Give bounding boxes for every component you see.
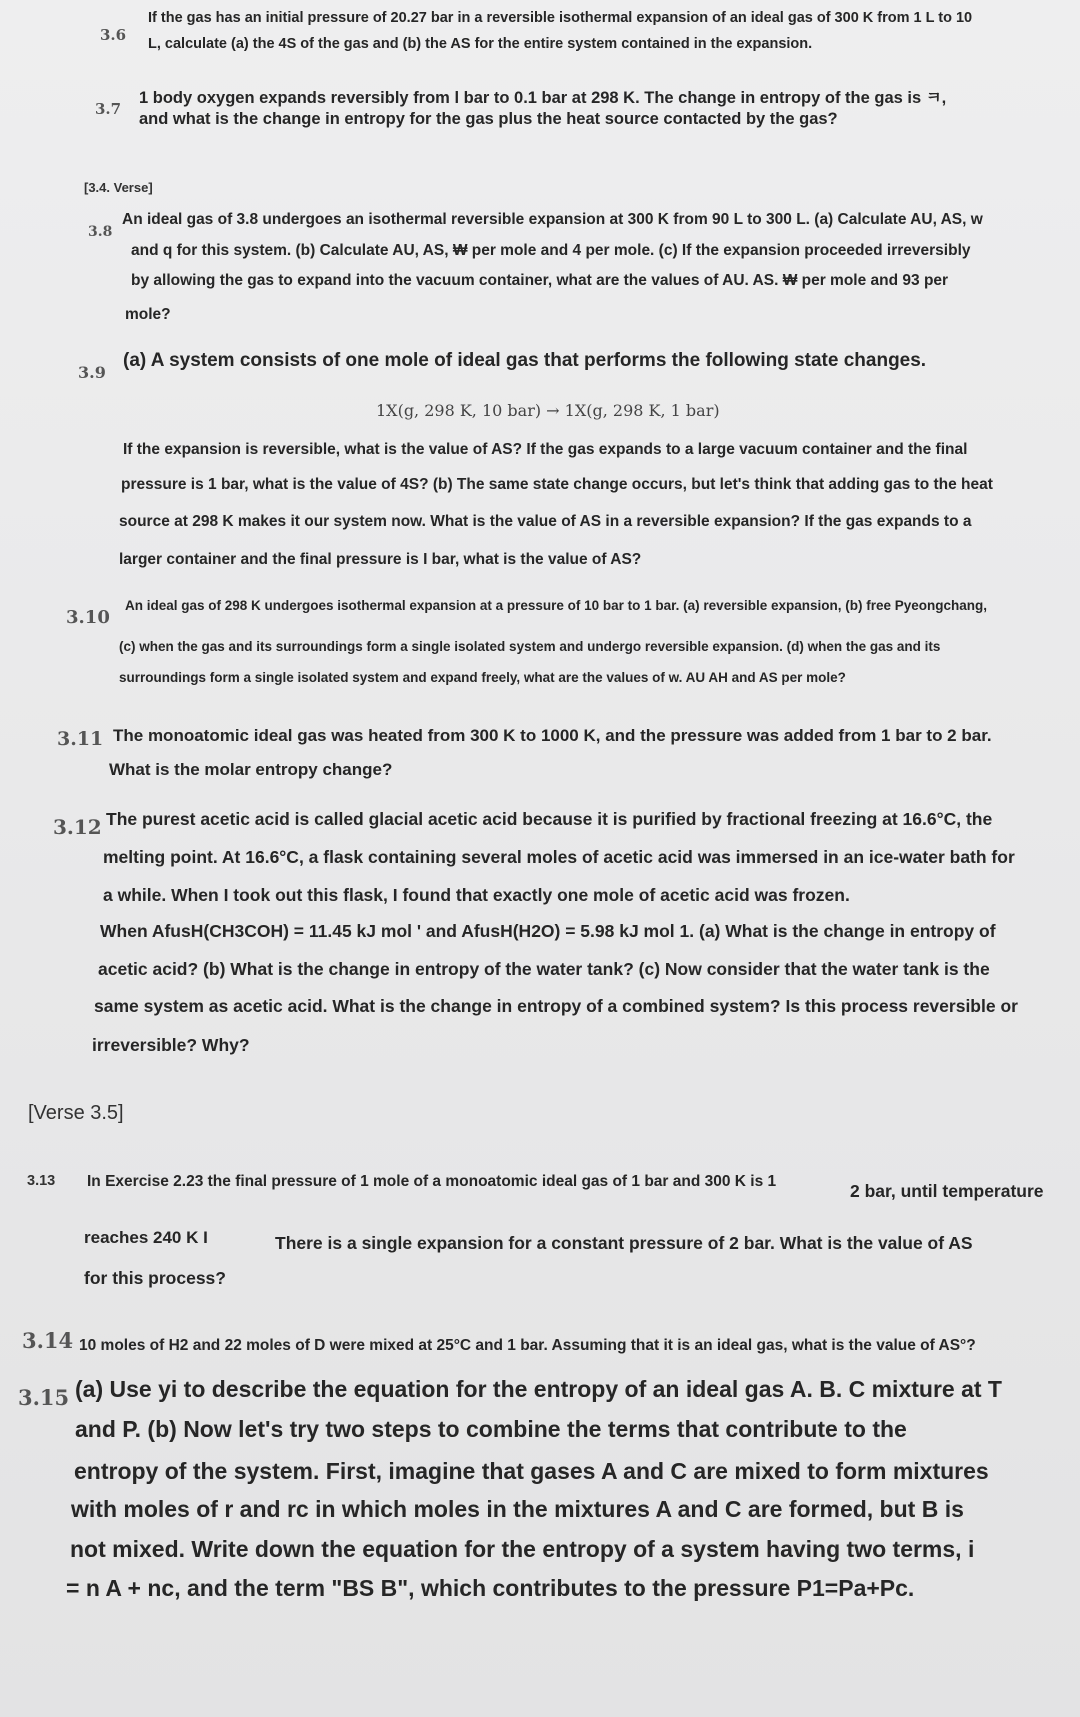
problem-text-line: An ideal gas of 3.8 undergoes an isothermal reversible expansion at 300 K from 90 L to 300 L. (a) Calculate AU, AS, w bbox=[122, 211, 983, 228]
problem-number: 3.11 bbox=[57, 728, 104, 750]
problem-text-line: and q for this system. (b) Calculate AU, AS, ₩ per mole and 4 per mole. (c) If the expansion proceeded irreversibly bbox=[131, 242, 971, 259]
problem-text-line: = n A + nc, and the term "BS B", which contributes to the pressure P1=Pa+Pc. bbox=[66, 1575, 915, 1601]
problem-text-line: What is the molar entropy change? bbox=[109, 760, 393, 779]
problem-text-line: by allowing the gas to expand into the vacuum container, what are the values of AU. AS. ₩ per mole and 93 per bbox=[131, 272, 949, 289]
problem-text-line: a while. When I took out this flask, I found that exactly one mole of acetic acid was frozen. bbox=[103, 885, 850, 905]
problem-text-line: (a) A system consists of one mole of ideal gas that performs the following state changes. bbox=[123, 350, 927, 371]
problem-text-line: 1 body oxygen expands reversibly from l bar to 0.1 bar at 298 K. The change in entropy of the gas is ㅋ, bbox=[139, 89, 947, 107]
problem-text-line: The purest acetic acid is called glacial acetic acid because it is purified by fractional freezing at 16.6°C, the bbox=[106, 809, 993, 829]
problem-text-line: surroundings form a single isolated system and expand freely, what are the values of w. AU AH and AS per mole? bbox=[119, 670, 846, 685]
problem-text-line: not mixed. Write down the equation for the entropy of a system having two terms, i bbox=[70, 1536, 975, 1562]
problem-number: 3.7 bbox=[95, 100, 122, 118]
problem-number: 3.13 bbox=[27, 1173, 56, 1189]
problem-number: 3.14 bbox=[22, 1328, 74, 1353]
problem-number: 3.9 bbox=[78, 363, 106, 382]
problem-number: 3.6 bbox=[100, 26, 127, 44]
problem-number: 3.12 bbox=[53, 815, 102, 839]
problem-text-line: pressure is 1 bar, what is the value of 4S? (b) The same state change occurs, but let's think that adding gas to the heat bbox=[121, 476, 993, 493]
problem-text-line: In Exercise 2.23 the final pressure of 1 mole of a monoatomic ideal gas of 1 bar and 300 K is 1 bbox=[87, 1173, 777, 1190]
problem-number: 3.8 bbox=[88, 224, 113, 240]
problem-text-line: for this process? bbox=[84, 1268, 226, 1288]
problem-text-line: L, calculate (a) the 4S of the gas and (b) the AS for the entire system contained in the expansion. bbox=[148, 36, 813, 52]
problem-text-line: entropy of the system. First, imagine that gases A and C are mixed to form mixtures bbox=[74, 1458, 989, 1484]
state-change-equation: 1X(g, 298 K, 10 bar) → 1X(g, 298 K, 1 bar) bbox=[376, 401, 720, 420]
problem-text-line: and what is the change in entropy for the gas plus the heat source contacted by the gas? bbox=[139, 110, 838, 128]
problem-text-line: source at 298 K makes it our system now. What is the value of AS in a reversible expansion? If the gas expands to a bbox=[119, 513, 972, 530]
problem-number: 3.10 bbox=[66, 607, 110, 628]
problem-text-line: melting point. At 16.6°C, a flask containing several moles of acetic acid was immersed in an ice-water bath for bbox=[103, 847, 1015, 867]
problem-text-line: mole? bbox=[125, 306, 171, 323]
problem-text-line: (a) Use yi to describe the equation for the entropy of an ideal gas A. B. C mixture at T bbox=[75, 1376, 1002, 1402]
problem-text-line: If the expansion is reversible, what is the value of AS? If the gas expands to a large vacuum container and the final bbox=[123, 441, 968, 458]
problem-text-line: The monoatomic ideal gas was heated from 300 K to 1000 K, and the pressure was added from 1 bar to 2 bar. bbox=[113, 726, 992, 745]
problem-text-line: reaches 240 K I bbox=[84, 1228, 208, 1247]
problem-text-line: larger container and the final pressure is I bar, what is the value of AS? bbox=[119, 551, 642, 568]
problem-text-line: same system as acetic acid. What is the change in entropy of a combined system? Is this process reversible or bbox=[94, 996, 1018, 1016]
problem-number: 3.15 bbox=[18, 1385, 70, 1410]
problem-text-line: with moles of r and rc in which moles in the mixtures A and C are formed, but B is bbox=[71, 1496, 964, 1522]
problem-text-line: An ideal gas of 298 K undergoes isothermal expansion at a pressure of 10 bar to 1 bar. (a) reversible expansion, (b) free Pyeongchang, bbox=[125, 598, 988, 613]
problem-text-line: acetic acid? (b) What is the change in entropy of the water tank? (c) Now consider that the water tank is the bbox=[98, 959, 990, 979]
problem-text-line: 2 bar, until temperature bbox=[850, 1181, 1044, 1201]
section-heading: [3.4. Verse] bbox=[84, 180, 153, 195]
section-heading: [Verse 3.5] bbox=[28, 1102, 124, 1124]
problem-text-line: 10 moles of H2 and 22 moles of D were mixed at 25°C and 1 bar. Assuming that it is an ideal gas, what is the value of AS°? bbox=[79, 1337, 976, 1354]
problem-text-line: (c) when the gas and its surroundings form a single isolated system and undergo reversible expansion. (d) when the gas and its bbox=[119, 639, 941, 654]
problem-text-line: When AfusH(CH3COH) = 11.45 kJ mol ' and AfusH(H2O) = 5.98 kJ mol 1. (a) What is the change in entropy of bbox=[100, 921, 996, 941]
problem-text-line: There is a single expansion for a constant pressure of 2 bar. What is the value of AS bbox=[275, 1233, 973, 1253]
problem-text-line: and P. (b) Now let's try two steps to combine the terms that contribute to the bbox=[75, 1416, 907, 1442]
problem-text-line: irreversible? Why? bbox=[92, 1035, 250, 1055]
problem-text-line: If the gas has an initial pressure of 20.27 bar in a reversible isothermal expansion of an ideal gas of 300 K from 1 L to 10 bbox=[148, 10, 973, 26]
